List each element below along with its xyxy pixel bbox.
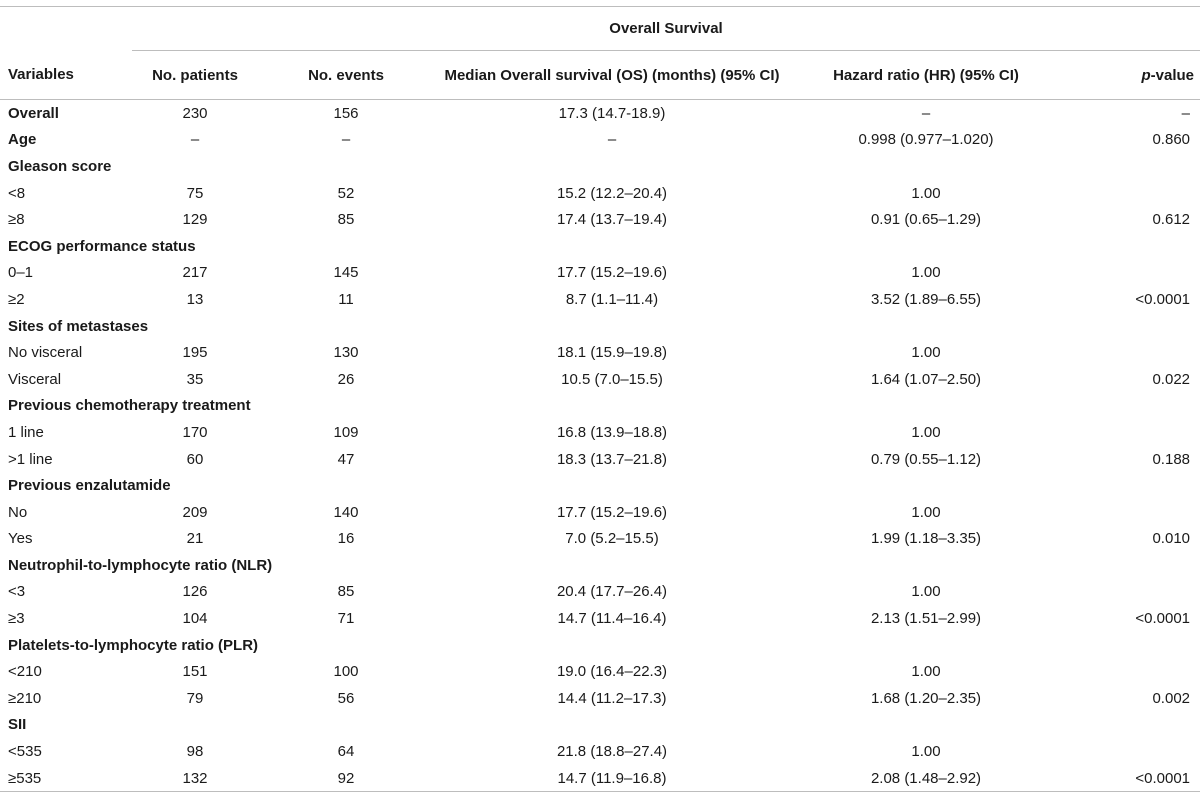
cell-label: ≥8 <box>8 211 25 229</box>
cell-events: 140 <box>333 503 359 521</box>
cell-hazard-ratio: 0.998 (0.977–1.020) <box>858 131 994 149</box>
cell-events <box>258 712 434 739</box>
cell-p-value <box>1062 472 1200 499</box>
cell-p-value <box>1062 180 1200 207</box>
cell-median-os: 15.2 (12.2–20.4) <box>556 184 668 202</box>
cell-patients: 104 <box>182 610 208 628</box>
cell-events: 52 <box>337 184 355 202</box>
cell-events: 11 <box>338 290 354 308</box>
cell-patients <box>132 153 258 180</box>
cell-label: Visceral <box>8 370 62 388</box>
table-row <box>0 260 1200 287</box>
cell-events <box>258 632 434 659</box>
cell-p-value: 0.612 <box>1152 211 1191 229</box>
cell-events: 145 <box>333 264 359 282</box>
cell-hazard-ratio: 1.00 <box>911 583 941 601</box>
cell-p-value <box>1062 579 1200 606</box>
col-hazard-ratio: Hazard ratio (HR) (95% CI) <box>790 51 1062 100</box>
cell-p-value: 0.860 <box>1152 131 1191 149</box>
cell-p-value: <0.0001 <box>1062 765 1200 792</box>
cell-hazard-ratio: 2.13 (1.51–2.99) <box>870 610 982 628</box>
survival-table <box>0 6 1200 792</box>
cell-median-os: 14.7 (11.9–16.8) <box>434 765 790 792</box>
cell-events <box>258 313 434 340</box>
col-variables: Variables <box>0 51 132 100</box>
cell-median-os <box>434 632 790 659</box>
cell-median-os: 18.1 (15.9–19.8) <box>556 344 668 362</box>
cell-hazard-ratio: 3.52 (1.89–6.55) <box>870 290 982 308</box>
cell-events: 109 <box>333 423 359 441</box>
cell-patients: 75 <box>186 184 204 202</box>
cell-median-os: 17.7 (15.2–19.6) <box>556 503 668 521</box>
cell-p-value: <0.0001 <box>1135 610 1191 628</box>
cell-hazard-ratio: 1.68 (1.20–2.35) <box>870 689 982 707</box>
cell-events: 64 <box>337 743 355 761</box>
header-group-row <box>0 7 1200 51</box>
cell-p-value <box>1062 419 1200 446</box>
p-italic: p <box>1141 66 1151 84</box>
cell-hazard-ratio <box>790 472 1062 499</box>
cell-hazard-ratio: 2.08 (1.48–2.92) <box>790 765 1062 792</box>
cell-patients: 60 <box>186 450 204 468</box>
cell-p-value <box>1062 499 1200 526</box>
cell-label: <8 <box>8 184 26 202</box>
header-spacer <box>0 7 132 51</box>
table-row <box>0 658 1200 685</box>
cell-p-value <box>1062 153 1200 180</box>
cell-events: 16 <box>337 530 355 548</box>
cell-median-os: 18.3 (13.7–21.8) <box>556 450 668 468</box>
cell-patients: 209 <box>182 503 208 521</box>
cell-median-os: 17.7 (15.2–19.6) <box>556 264 668 282</box>
header-column-row <box>0 51 1200 100</box>
col-events: No. events <box>258 51 434 100</box>
cell-hazard-ratio: 1.00 <box>911 344 941 362</box>
cell-hazard-ratio <box>790 233 1062 260</box>
cell-patients: – <box>190 131 200 149</box>
cell-label: <3 <box>8 583 26 601</box>
cell-hazard-ratio: 0.79 (0.55–1.12) <box>870 450 982 468</box>
cell-p-value: 0.002 <box>1152 689 1191 707</box>
col-median-os: Median Overall survival (OS) (months) (95% CI) <box>434 51 790 100</box>
cell-median-os <box>434 393 790 420</box>
table-header <box>0 7 1200 100</box>
col-p-value <box>1062 51 1200 100</box>
cell-hazard-ratio <box>790 153 1062 180</box>
cell-p-value: 0.022 <box>1152 370 1191 388</box>
cell-p-value <box>1062 632 1200 659</box>
cell-label: Overall <box>8 104 59 122</box>
cell-hazard-ratio <box>790 712 1062 739</box>
col-patients: No. patients <box>132 51 258 100</box>
cell-hazard-ratio <box>790 632 1062 659</box>
cell-label: ≥535 <box>0 765 132 792</box>
cell-label: ECOG performance status <box>8 237 196 255</box>
cell-hazard-ratio: 1.00 <box>911 184 941 202</box>
cell-patients: 217 <box>182 264 208 282</box>
cell-events: 85 <box>337 211 355 229</box>
cell-events: 130 <box>333 344 359 362</box>
cell-median-os: 10.5 (7.0–15.5) <box>561 370 663 388</box>
cell-hazard-ratio: 1.00 <box>911 743 941 761</box>
cell-events: 71 <box>337 610 355 628</box>
cell-p-value <box>1062 313 1200 340</box>
cell-events: – <box>341 131 351 149</box>
cell-label: Previous chemotherapy treatment <box>8 397 251 415</box>
cell-median-os: 21.8 (18.8–27.4) <box>556 743 668 761</box>
cell-hazard-ratio <box>790 313 1062 340</box>
cell-p-value <box>1062 658 1200 685</box>
cell-label: ≥3 <box>8 610 25 628</box>
cell-label: Gleason score <box>8 157 112 175</box>
table-row <box>0 579 1200 606</box>
table-row <box>0 180 1200 207</box>
cell-p-value <box>1062 233 1200 260</box>
table-body <box>0 100 1200 792</box>
table-row <box>0 286 1200 313</box>
cell-label: <535 <box>8 743 42 761</box>
cell-p-value <box>1062 393 1200 420</box>
cell-label: Yes <box>8 530 33 548</box>
cell-events: 47 <box>337 450 355 468</box>
table-row <box>0 499 1200 526</box>
cell-label: Previous enzalutamide <box>8 477 171 495</box>
cell-p-value: <0.0001 <box>1135 290 1191 308</box>
cell-hazard-ratio <box>790 393 1062 420</box>
cell-patients: 129 <box>182 211 208 229</box>
p-suffix: -value <box>1150 66 1195 84</box>
section-header-row <box>0 632 1200 659</box>
cell-hazard-ratio: 1.64 (1.07–2.50) <box>870 370 982 388</box>
cell-hazard-ratio <box>790 552 1062 579</box>
cell-p-value <box>1062 260 1200 287</box>
cell-label: SII <box>8 716 27 734</box>
cell-median-os <box>434 313 790 340</box>
cell-hazard-ratio: 1.99 (1.18–3.35) <box>870 530 982 548</box>
cell-label: 1 line <box>8 423 44 441</box>
table-row <box>0 685 1200 712</box>
cell-median-os <box>434 712 790 739</box>
table-row <box>0 526 1200 553</box>
cell-patients: 21 <box>186 530 204 548</box>
cell-patients <box>132 712 258 739</box>
table-row <box>0 446 1200 473</box>
cell-median-os: 7.0 (5.2–15.5) <box>565 530 659 548</box>
cell-events <box>258 552 434 579</box>
cell-label: ≥2 <box>8 290 25 308</box>
cell-hazard-ratio: 0.91 (0.65–1.29) <box>870 211 982 229</box>
section-header-row <box>0 712 1200 739</box>
cell-patients: 230 <box>182 104 208 122</box>
cell-patients: 151 <box>182 663 208 681</box>
cell-events <box>258 233 434 260</box>
cell-median-os: 16.8 (13.9–18.8) <box>556 423 668 441</box>
cell-median-os: 14.7 (11.4–16.4) <box>557 610 667 628</box>
table-row <box>0 765 1200 792</box>
cell-median-os <box>434 153 790 180</box>
cell-events: 92 <box>258 765 434 792</box>
cell-p-value: 0.010 <box>1152 530 1191 548</box>
cell-hazard-ratio: 1.00 <box>911 264 941 282</box>
cell-p-value <box>1062 552 1200 579</box>
cell-events <box>258 472 434 499</box>
table-row <box>0 738 1200 765</box>
cell-median-os <box>434 552 790 579</box>
cell-events <box>258 153 434 180</box>
cell-median-os: 19.0 (16.4–22.3) <box>556 663 668 681</box>
cell-hazard-ratio: – <box>921 104 931 122</box>
overall-survival-group-title: Overall Survival <box>132 7 1200 51</box>
table-row <box>0 127 1200 154</box>
section-header-row <box>0 313 1200 340</box>
cell-p-value <box>1062 738 1200 765</box>
cell-median-os: 17.4 (13.7–19.4) <box>556 211 668 229</box>
cell-hazard-ratio: 1.00 <box>911 503 941 521</box>
cell-median-os <box>434 233 790 260</box>
section-header-row <box>0 472 1200 499</box>
table-row <box>0 339 1200 366</box>
cell-events: 56 <box>337 689 355 707</box>
cell-events: 156 <box>333 104 359 122</box>
cell-hazard-ratio: 1.00 <box>911 423 941 441</box>
table-row <box>0 419 1200 446</box>
table-row <box>0 605 1200 632</box>
cell-label: Sites of metastases <box>8 317 149 335</box>
table-row <box>0 100 1200 127</box>
cell-median-os: 8.7 (1.1–11.4) <box>565 290 659 308</box>
cell-patients: 13 <box>186 290 204 308</box>
section-header-row <box>0 233 1200 260</box>
section-header-row <box>0 393 1200 420</box>
cell-label: <210 <box>8 663 42 681</box>
cell-patients: 126 <box>182 583 208 601</box>
section-header-row <box>0 153 1200 180</box>
cell-p-value <box>1062 339 1200 366</box>
cell-patients <box>132 313 258 340</box>
cell-median-os: 17.3 (14.7-18.9) <box>558 104 666 122</box>
cell-label: No <box>8 503 28 521</box>
cell-p-value: – <box>1181 104 1191 122</box>
cell-hazard-ratio: 1.00 <box>911 663 941 681</box>
cell-median-os <box>434 472 790 499</box>
cell-label: Platelets-to-lymphocyte ratio (PLR) <box>8 636 259 654</box>
cell-events <box>258 393 434 420</box>
cell-patients: 132 <box>132 765 258 792</box>
cell-events: 85 <box>337 583 355 601</box>
section-header-row <box>0 552 1200 579</box>
cell-median-os: – <box>607 131 617 149</box>
cell-label: Age <box>8 131 37 149</box>
cell-label: Neutrophil-to-lymphocyte ratio (NLR) <box>8 556 273 574</box>
cell-patients: 35 <box>186 370 204 388</box>
cell-median-os: 20.4 (17.7–26.4) <box>556 583 668 601</box>
cell-patients: 170 <box>182 423 208 441</box>
table-row <box>0 366 1200 393</box>
cell-label: ≥210 <box>8 689 42 707</box>
cell-p-value: 0.188 <box>1152 450 1191 468</box>
cell-p-value <box>1062 712 1200 739</box>
cell-label: >1 line <box>8 450 53 468</box>
cell-events: 26 <box>337 370 355 388</box>
cell-events: 100 <box>333 663 359 681</box>
cell-label: 0–1 <box>8 264 34 282</box>
cell-patients: 98 <box>186 743 204 761</box>
cell-patients: 195 <box>182 344 208 362</box>
table-row <box>0 206 1200 233</box>
cell-median-os: 14.4 (11.2–17.3) <box>557 689 667 707</box>
cell-label: No visceral <box>8 344 83 362</box>
cell-patients: 79 <box>186 689 204 707</box>
